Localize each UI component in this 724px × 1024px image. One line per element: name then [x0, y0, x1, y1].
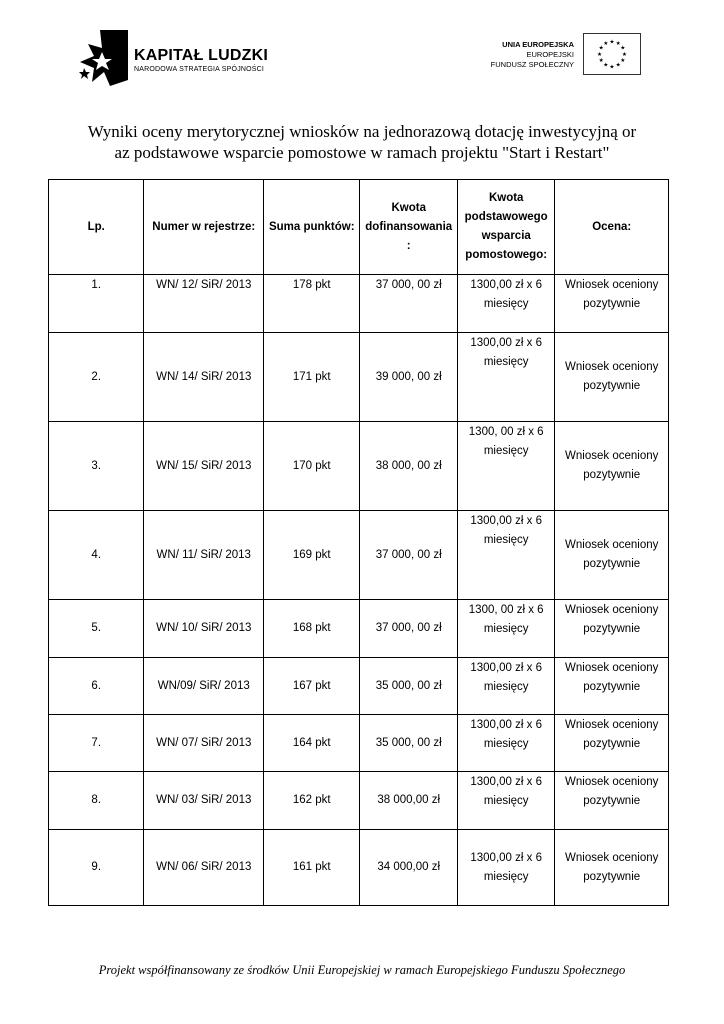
- cell-ocena: Wniosek oceniony pozytywnie: [555, 715, 669, 772]
- cell-wsparcie: 1300,00 zł x 6 miesięcy: [457, 275, 554, 333]
- cell-lp: 5.: [49, 600, 144, 658]
- cell-lp: 9.: [49, 830, 144, 906]
- cell-ocena: Wniosek oceniony pozytywnie: [555, 772, 669, 830]
- cell-lp: 4.: [49, 511, 144, 600]
- cell-numer: WN/ 06/ SiR/ 2013: [144, 830, 264, 906]
- eu-star-icon: ★: [609, 64, 615, 71]
- cell-numer: WN/ 03/ SiR/ 2013: [144, 772, 264, 830]
- eu-star-icon: ★: [598, 58, 604, 65]
- cell-kwota: 37 000, 00 zł: [360, 275, 457, 333]
- eu-logo-text: [491, 40, 574, 70]
- eu-star-icon: ★: [603, 62, 609, 69]
- cell-wsparcie: 1300, 00 zł x 6 miesięcy: [457, 422, 554, 511]
- table-row: [49, 275, 669, 333]
- cell-kwota: 39 000, 00 zł: [360, 333, 457, 422]
- document-title: [60, 121, 664, 163]
- kapital-ludzki-star-icon: [78, 28, 130, 88]
- title-line-1: Wyniki oceny merytorycznej wniosków na jednorazową dotację inwestycyjną or: [87, 122, 637, 141]
- table-row: [49, 658, 669, 715]
- cell-numer: WN/ 12/ SiR/ 2013: [144, 275, 264, 333]
- cell-ocena: Wniosek oceniony pozytywnie: [555, 275, 669, 333]
- cell-wsparcie: 1300,00 zł x 6 miesięcy: [457, 772, 554, 830]
- eu-star-icon: ★: [603, 41, 609, 48]
- cell-suma: 167 pkt: [264, 658, 360, 715]
- results-table: [48, 179, 669, 906]
- kapital-ludzki-logo: [78, 28, 278, 88]
- eu-line2: EUROPEJSKI: [526, 50, 574, 59]
- cell-kwota: 35 000, 00 zł: [360, 715, 457, 772]
- cell-suma: 164 pkt: [264, 715, 360, 772]
- header-lp: Lp.: [49, 180, 144, 275]
- eu-star-icon: ★: [615, 62, 621, 69]
- cell-numer: WN/09/ SiR/ 2013: [144, 658, 264, 715]
- cell-ocena: Wniosek oceniony pozytywnie: [555, 830, 669, 906]
- cell-numer: WN/ 07/ SiR/ 2013: [144, 715, 264, 772]
- cell-suma: 170 pkt: [264, 422, 360, 511]
- table-row: [49, 715, 669, 772]
- header-ocena: Ocena:: [555, 180, 669, 275]
- cell-suma: 168 pkt: [264, 600, 360, 658]
- cell-kwota: 35 000, 00 zł: [360, 658, 457, 715]
- cell-suma: 161 pkt: [264, 830, 360, 906]
- cell-suma: 169 pkt: [264, 511, 360, 600]
- cell-suma: 162 pkt: [264, 772, 360, 830]
- header-kwota-wsparcia: Kwota podstawowego wsparcia pomostowego:: [457, 180, 554, 275]
- eu-stars-flag-icon: [583, 33, 641, 75]
- cell-numer: WN/ 14/ SiR/ 2013: [144, 333, 264, 422]
- cell-ocena: Wniosek oceniony pozytywnie: [555, 658, 669, 715]
- table-row: [49, 600, 669, 658]
- table-row: [49, 830, 669, 906]
- table-row: [49, 333, 669, 422]
- cell-lp: 8.: [49, 772, 144, 830]
- table-header-row: [49, 180, 669, 275]
- eu-line1: UNIA EUROPEJSKA: [502, 40, 574, 49]
- cell-ocena: Wniosek oceniony pozytywnie: [555, 511, 669, 600]
- cell-wsparcie: 1300,00 zł x 6 miesięcy: [457, 830, 554, 906]
- cell-ocena: Wniosek oceniony pozytywnie: [555, 333, 669, 422]
- table-row: [49, 511, 669, 600]
- eu-star-icon: ★: [597, 51, 603, 58]
- cell-ocena: Wniosek oceniony pozytywnie: [555, 600, 669, 658]
- eu-logo: [486, 30, 646, 80]
- cell-lp: 2.: [49, 333, 144, 422]
- cell-suma: 171 pkt: [264, 333, 360, 422]
- eu-line3: FUNDUSZ SPOŁECZNY: [490, 60, 574, 69]
- cell-kwota: 34 000,00 zł: [360, 830, 457, 906]
- header-suma: Suma punktów:: [264, 180, 360, 275]
- cell-kwota: 37 000, 00 zł: [360, 600, 457, 658]
- cell-numer: WN/ 15/ SiR/ 2013: [144, 422, 264, 511]
- eu-star-icon: ★: [609, 39, 615, 46]
- cell-suma: 178 pkt: [264, 275, 360, 333]
- cell-wsparcie: 1300,00 zł x 6 miesięcy: [457, 511, 554, 600]
- cell-kwota: 38 000, 00 zł: [360, 422, 457, 511]
- logo-subtitle: NARODOWA STRATEGIA SPÓJNOŚCI: [134, 66, 265, 73]
- cell-numer: WN/ 10/ SiR/ 2013: [144, 600, 264, 658]
- eu-star-icon: ★: [621, 51, 627, 58]
- cell-ocena: Wniosek oceniony pozytywnie: [555, 422, 669, 511]
- eu-star-icon: ★: [620, 45, 626, 52]
- eu-star-icon: ★: [620, 58, 626, 65]
- table-row: [49, 772, 669, 830]
- cell-lp: 3.: [49, 422, 144, 511]
- logo-title: KAPITAŁ LUDZKI: [134, 47, 269, 64]
- table-row: [49, 422, 669, 511]
- cell-lp: 7.: [49, 715, 144, 772]
- cell-kwota: 38 000,00 zł: [360, 772, 457, 830]
- cell-numer: WN/ 11/ SiR/ 2013: [144, 511, 264, 600]
- cell-lp: 6.: [49, 658, 144, 715]
- footer-note: Projekt współfinansowany ze środków Unii Europejskiej w ramach Europejskiego Funduszu Społecznego: [98, 963, 626, 977]
- cell-wsparcie: 1300,00 zł x 6 miesięcy: [457, 658, 554, 715]
- cell-wsparcie: 1300,00 zł x 6 miesięcy: [457, 715, 554, 772]
- title-line-2: az podstawowe wsparcie pomostowe w ramach projektu "Start i Restart": [114, 143, 610, 162]
- cell-wsparcie: 1300,00 zł x 6 miesięcy: [457, 333, 554, 422]
- cell-lp: 1.: [49, 275, 144, 333]
- cell-kwota: 37 000, 00 zł: [360, 511, 457, 600]
- header-kwota-dofinansowania: Kwota dofinansowania :: [360, 180, 457, 275]
- cell-wsparcie: 1300, 00 zł x 6 miesięcy: [457, 600, 554, 658]
- eu-star-icon: ★: [598, 45, 604, 52]
- eu-star-icon: ★: [615, 41, 621, 48]
- header-numer: Numer w rejestrze:: [144, 180, 264, 275]
